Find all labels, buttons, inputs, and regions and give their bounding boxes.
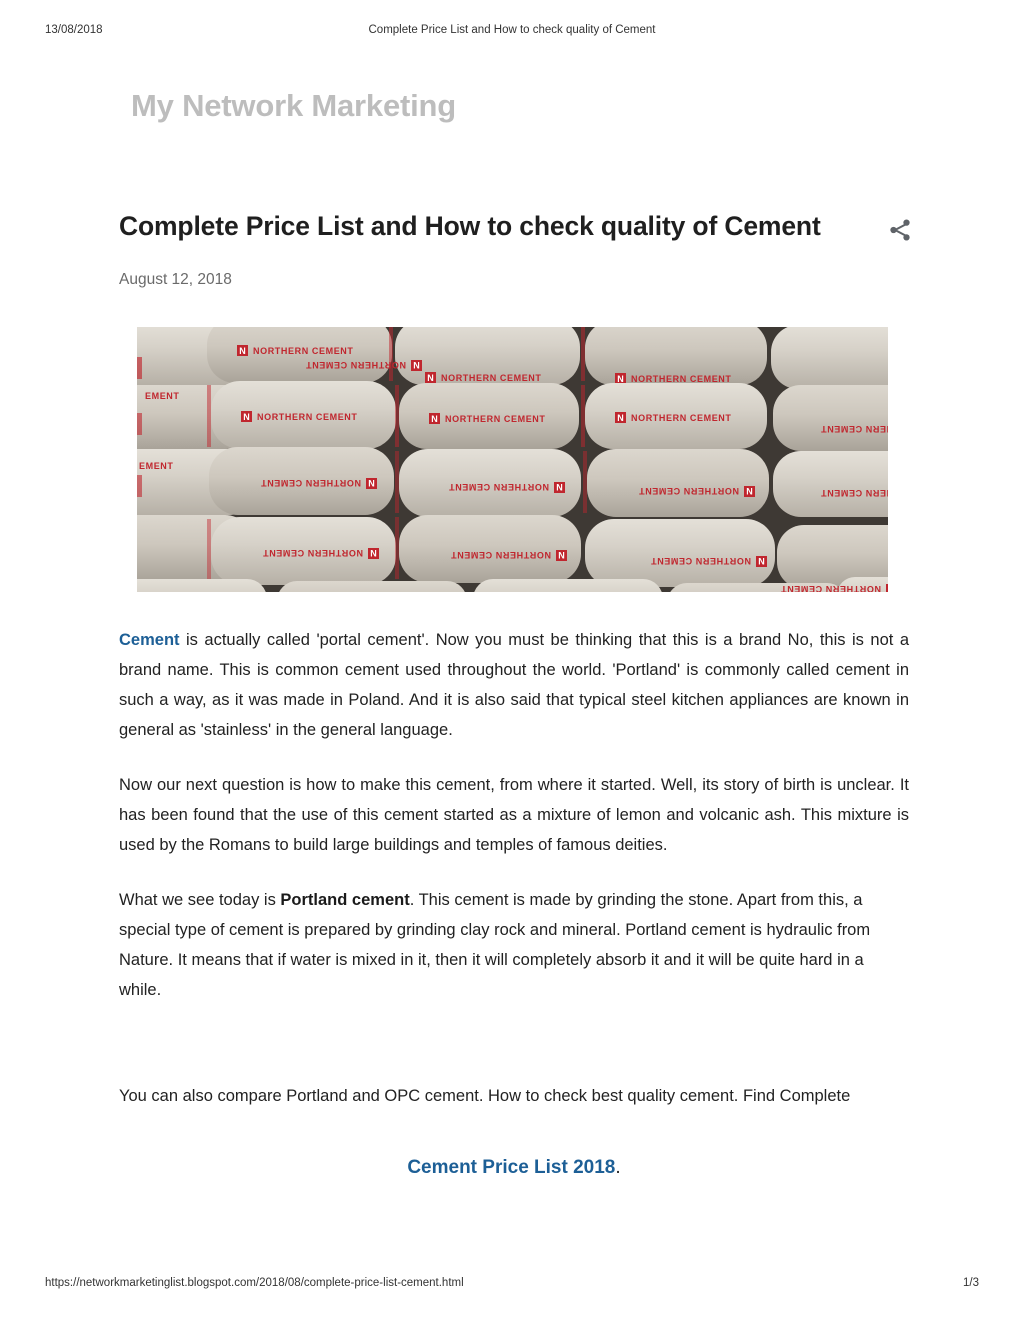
print-header bbox=[0, 24, 1024, 40]
trailing-period: . bbox=[615, 1157, 621, 1178]
paragraph-gap bbox=[119, 860, 909, 885]
cement-bags-illustration bbox=[137, 327, 888, 592]
share-icon bbox=[887, 217, 913, 243]
print-footer-url: https://networkmarketinglist.blogspot.com/2018/08/complete-price-list-cement.html bbox=[45, 1277, 464, 1289]
page-title: Complete Price List and How to check quality of Cement bbox=[119, 211, 821, 241]
paragraph-2: Now our next question is how to make this cement, from where it started. Well, its story of birth is unclear. It has been found that the use of this cement started as a mixture of lemon and volcanic ash. This mixture is used by the Romans to build large buildings and temples of famous deities. bbox=[119, 776, 909, 854]
blog-masthead[interactable]: My Network Marketing bbox=[131, 88, 457, 123]
paragraph-4: You can also compare Portland and OPC cement. How to check best quality cement. Find Complete bbox=[119, 1087, 851, 1105]
cement-link[interactable]: Cement bbox=[119, 631, 180, 649]
print-header-title: Complete Price List and How to check quality of Cement bbox=[368, 24, 656, 36]
svg-text:EMENT: EMENT bbox=[139, 461, 174, 471]
paragraph-gap bbox=[119, 745, 909, 770]
paragraph-1 bbox=[119, 625, 909, 745]
title-row bbox=[119, 210, 909, 247]
post-date: August 12, 2018 bbox=[119, 271, 232, 288]
svg-text:EMENT: EMENT bbox=[145, 391, 180, 401]
article-header bbox=[119, 210, 909, 289]
print-footer-page-number: 1/3 bbox=[963, 1277, 979, 1289]
paragraph-1-text: is actually called 'portal cement'. Now you must be thinking that this is a brand No, this is not a brand name. This is common cement used throughout the world. 'Portland' is commonly called cement in such a way, as it was made in Poland. And it is also said that typical steel kitchen appliances are known in general as 'stainless' in the general language. bbox=[119, 631, 909, 739]
cement-price-list-row bbox=[119, 1157, 909, 1179]
hero-image bbox=[137, 327, 888, 592]
share-button[interactable] bbox=[883, 213, 917, 247]
paragraph-3 bbox=[119, 885, 909, 1005]
paragraph-3-text-a: What we see today is bbox=[119, 891, 281, 909]
cement-price-list-2018-link[interactable]: Cement Price List 2018 bbox=[407, 1157, 616, 1178]
paragraph-gap-large bbox=[119, 1005, 909, 1081]
print-header-date: 13/08/2018 bbox=[45, 24, 103, 36]
portland-cement-bold: Portland cement bbox=[280, 891, 410, 909]
print-footer bbox=[0, 1277, 1024, 1293]
paragraph-3-text-b: . This cement is made by grinding the stone. Apart from this, a special type of cement is prepared by grinding clay rock and mineral. Portland cement is hydraulic from Nature. It means that if water is mixed in it, then it will completely absorb it and it will be quite hard in a while. bbox=[119, 891, 871, 999]
article-body bbox=[119, 625, 909, 1179]
